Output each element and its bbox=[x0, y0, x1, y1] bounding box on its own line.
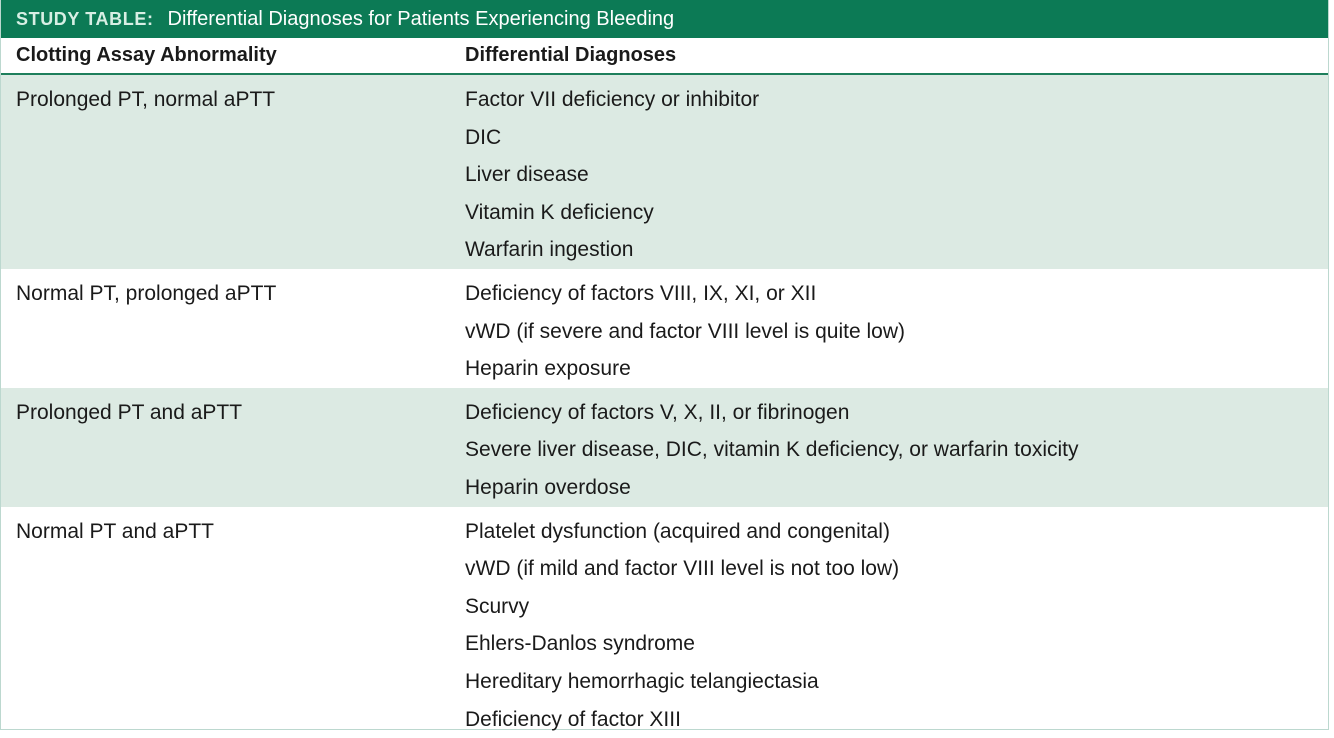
table-row-group bbox=[1, 75, 1328, 269]
diagnosis-item: Deficiency of factors VIII, IX, XI, or XII bbox=[465, 275, 1328, 313]
diagnosis-item: Platelet dysfunction (acquired and congenital) bbox=[465, 513, 1328, 551]
table-row-group bbox=[1, 388, 1328, 507]
abnormality-cell: Prolonged PT, normal aPTT bbox=[1, 81, 465, 269]
column-header-row bbox=[1, 38, 1328, 75]
diagnosis-item: Deficiency of factor XIII bbox=[465, 701, 1328, 738]
diagnosis-item: Liver disease bbox=[465, 156, 1328, 194]
table-row-group bbox=[1, 269, 1328, 388]
table-title-bar bbox=[1, 0, 1328, 38]
diagnosis-item: vWD (if mild and factor VIII level is not too low) bbox=[465, 550, 1328, 588]
diagnosis-item: DIC bbox=[465, 119, 1328, 157]
diagnoses-list bbox=[465, 81, 1328, 269]
diagnosis-item: Heparin exposure bbox=[465, 350, 1328, 388]
diagnosis-item: Severe liver disease, DIC, vitamin K deficiency, or warfarin toxicity bbox=[465, 431, 1328, 469]
column-header-diagnoses: Differential Diagnoses bbox=[465, 44, 1328, 67]
diagnosis-item: Factor VII deficiency or inhibitor bbox=[465, 81, 1328, 119]
diagnoses-list bbox=[465, 394, 1328, 507]
column-header-abnormality: Clotting Assay Abnormality bbox=[1, 44, 465, 67]
table-title: Differential Diagnoses for Patients Experiencing Bleeding bbox=[168, 8, 675, 31]
diagnosis-item: Vitamin K deficiency bbox=[465, 194, 1328, 232]
diagnoses-list bbox=[465, 275, 1328, 388]
abnormality-cell: Normal PT, prolonged aPTT bbox=[1, 275, 465, 388]
abnormality-cell: Prolonged PT and aPTT bbox=[1, 394, 465, 507]
abnormality-cell: Normal PT and aPTT bbox=[1, 513, 465, 738]
table-body bbox=[1, 75, 1328, 738]
diagnosis-item: Warfarin ingestion bbox=[465, 231, 1328, 269]
table-title-label: STUDY TABLE: bbox=[16, 9, 154, 30]
diagnoses-list bbox=[465, 513, 1328, 738]
diagnosis-item: Hereditary hemorrhagic telangiectasia bbox=[465, 663, 1328, 701]
table-row-group bbox=[1, 507, 1328, 738]
diagnosis-item: vWD (if severe and factor VIII level is quite low) bbox=[465, 313, 1328, 351]
diagnosis-item: Ehlers-Danlos syndrome bbox=[465, 625, 1328, 663]
diagnosis-item: Heparin overdose bbox=[465, 469, 1328, 507]
diagnosis-item: Deficiency of factors V, X, II, or fibrinogen bbox=[465, 394, 1328, 432]
diagnosis-item: Scurvy bbox=[465, 588, 1328, 626]
